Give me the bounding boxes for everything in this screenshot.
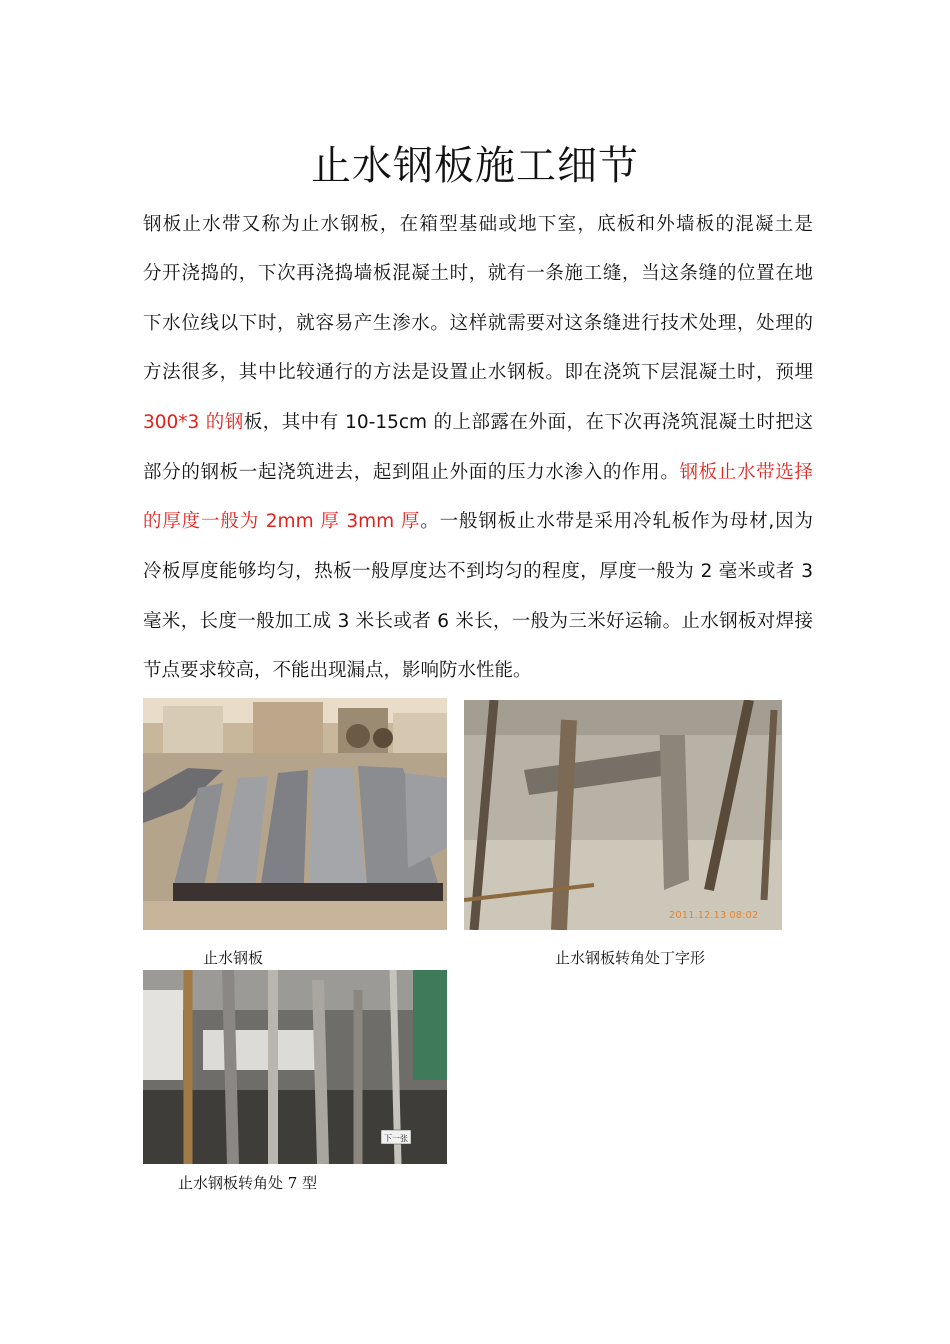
paragraph-line: 毫米，长度一般加工成 3 米长或者 6 米长，一般为三米好运输。止水钢板对焊接 bbox=[143, 611, 813, 632]
highlight-text: 钢板止水带选择 bbox=[679, 462, 813, 483]
photo-sign: 下一张 bbox=[384, 1134, 408, 1143]
figure-caption: 止水钢板转角处丁字形 bbox=[555, 949, 706, 967]
paragraph-line: 钢板止水带又称为止水钢板，在箱型基础或地下室，底板和外墙板的混凝土是 bbox=[143, 214, 813, 235]
steel-plates-photo bbox=[143, 698, 447, 930]
photo-timestamp: 2011.12.13 08:02 bbox=[669, 910, 759, 921]
highlight-text: 300*3 的钢 bbox=[143, 412, 244, 433]
paragraph-line: 下水位线以下时，就容易产生渗水。这样就需要对这条缝进行技术处理，处理的 bbox=[143, 313, 813, 334]
paragraph-line: 冷板厚度能够均匀，热板一般厚度达不到均匀的程度，厚度一般为 2 毫米或者 3 bbox=[143, 561, 813, 582]
seven-corner-photo bbox=[143, 970, 447, 1164]
t-junction-photo bbox=[464, 700, 782, 930]
page-title: 止水钢板施工细节 bbox=[311, 143, 639, 189]
paragraph-line: 分开浇捣的，下次再浇捣墙板混凝土时，就有一条施工缝，当这条缝的位置在地 bbox=[143, 263, 813, 284]
highlight-text: 的厚度一般为 2mm 厚 3mm 厚 bbox=[143, 511, 421, 532]
figure-caption: 止水钢板 bbox=[203, 949, 264, 967]
paragraph-line: 部分的钢板一起浇筑进去，起到阻止外面的压力水渗入的作用。钢板止水带选择 bbox=[143, 462, 813, 483]
paragraph-line: 方法很多，其中比较通行的方法是设置止水钢板。即在浇筑下层混凝土时，预埋 bbox=[143, 362, 813, 383]
paragraph-line: 300*3 的钢板，其中有 10-15cm 的上部露在外面，在下次再浇筑混凝土时把这 bbox=[143, 412, 813, 433]
paragraph-line: 的厚度一般为 2mm 厚 3mm 厚。一般钢板止水带是采用冷轧板作为母材,因为 bbox=[143, 511, 813, 532]
figure-caption: 止水钢板转角处 7 型 bbox=[178, 1174, 318, 1192]
paragraph-line: 节点要求较高，不能出现漏点，影响防水性能。 bbox=[143, 660, 532, 681]
